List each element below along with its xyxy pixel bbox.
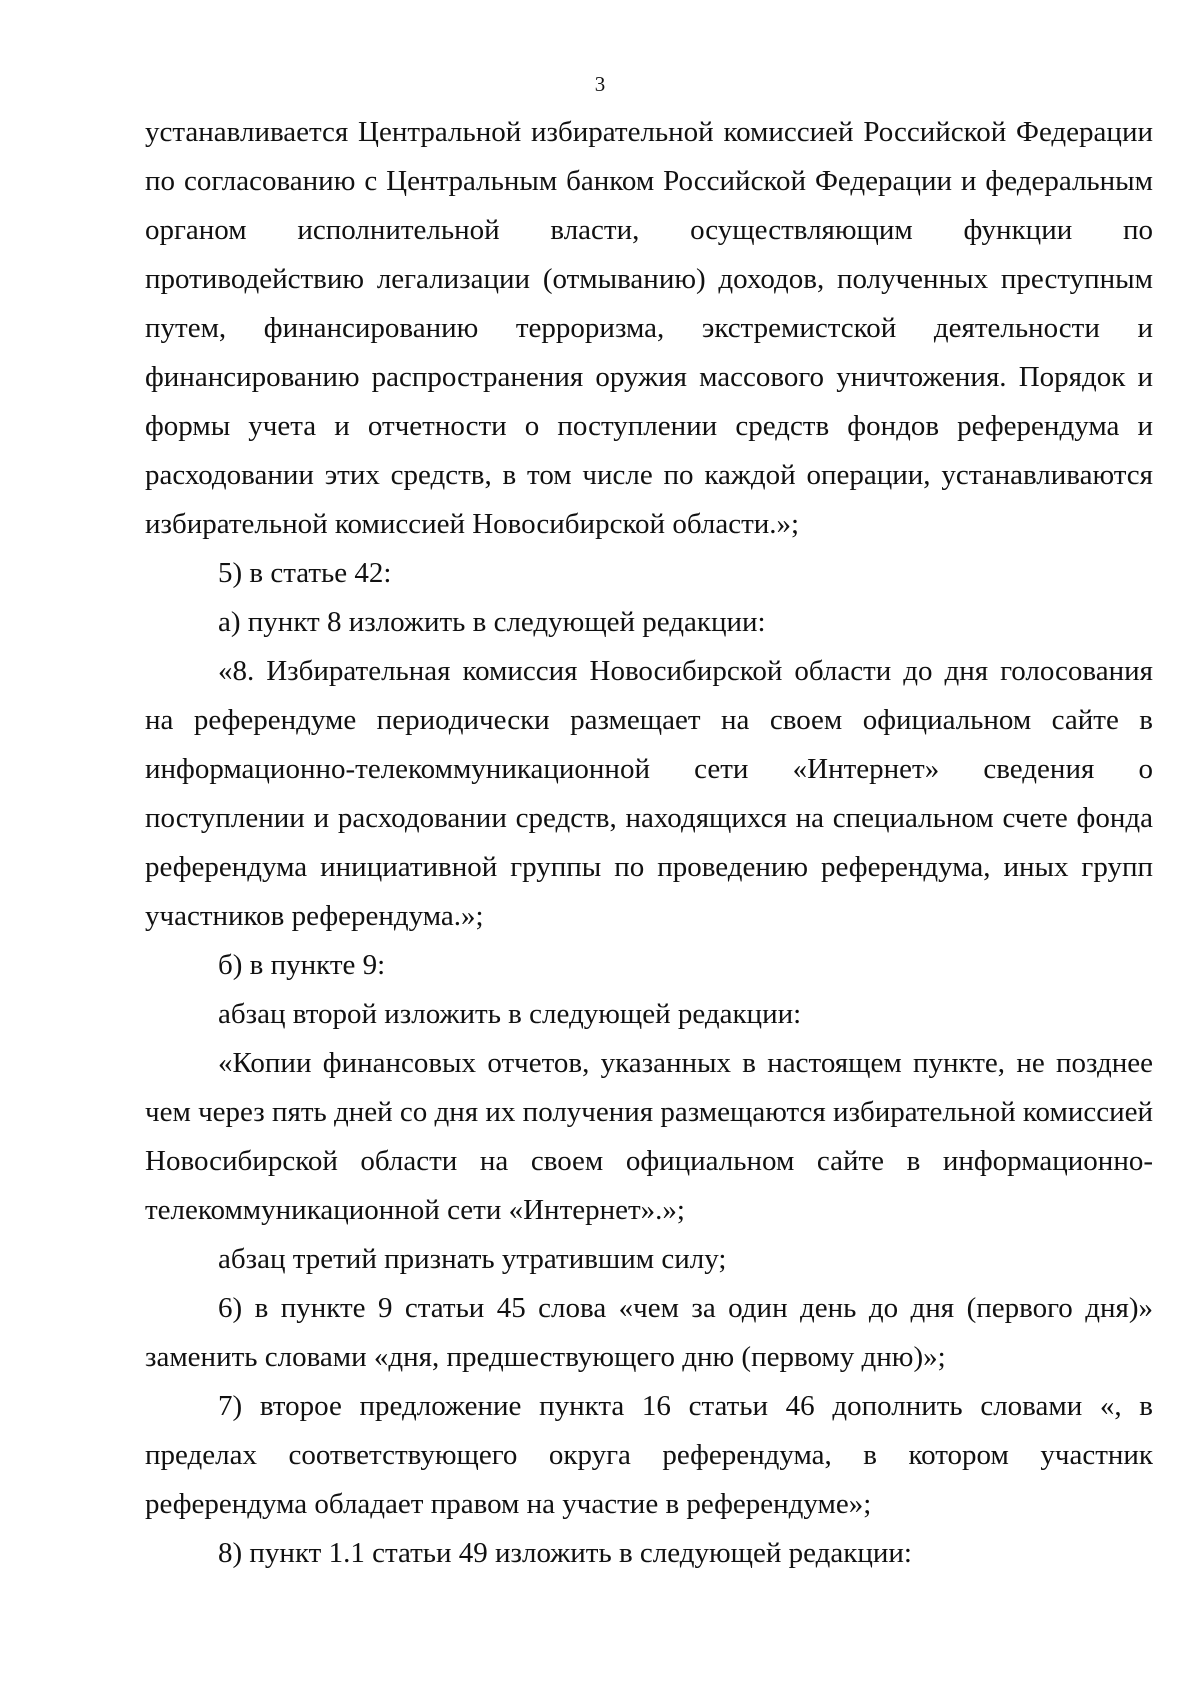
paragraph-item-6: 6) в пункте 9 статьи 45 слова «чем за один день до дня (первого дня)» заменить словами «дня, предшествующего дню (первому дню)»; — [145, 1292, 1153, 1373]
document-body — [145, 108, 1153, 1578]
paragraph-item-a: а) пункт 8 изложить в следующей редакции: — [218, 606, 766, 638]
paragraph-article-42: 5) в статье 42: — [218, 557, 392, 589]
paragraph-item-b: б) в пункте 9: — [218, 949, 386, 981]
paragraph-copies-of-reports: «Копии финансовых отчетов, указанных в настоящем пункте, не позднее чем через пять дней со дня их получения размещаются избирательной комиссией Новосибирской области на своем официальном сайте в информационно-телекоммуникационной сети «Интернет».»; — [145, 1047, 1153, 1226]
page-number: 3 — [594, 72, 606, 96]
paragraph-second-abzac: абзац второй изложить в следующей редакции: — [218, 998, 802, 1030]
paragraph-point-8-text: «8. Избирательная комиссия Новосибирской области до дня голосования на референдуме периодически размещает на своем официальном сайте в информационно-телекоммуникационной сети «Интернет» сведения о поступлении и расходовании средств, находящихся на специальном счете фонда референдума инициативной группы по проведению референдума, иных групп участников референдума.»; — [145, 655, 1153, 932]
paragraph-item-8: 8) пункт 1.1 статьи 49 изложить в следующей редакции: — [218, 1537, 912, 1569]
paragraph-third-abzac: абзац третий признать утратившим силу; — [218, 1243, 727, 1275]
paragraph-item-7: 7) второе предложение пункта 16 статьи 46 дополнить словами «, в пределах соответствующего округа референдума, в котором участник референдума обладает правом на участие в референдуме»; — [145, 1390, 1153, 1520]
paragraph-continuation: устанавливается Центральной избирательной комиссией Российской Федерации по согласованию с Центральным банком Российской Федерации и федеральным органом исполнительной власти, осуществляющим функции по противодействию легализации (отмыванию) доходов, полученных преступным путем, финансированию терроризма, экстремистской деятельности и финансированию распространения оружия массового уничтожения. Порядок и формы учета и отчетности о поступлении средств фондов референдума и расходовании этих средств, в том числе по каждой операции, устанавливаются избирательной комиссией Новосибирской области.»; — [145, 116, 1153, 540]
